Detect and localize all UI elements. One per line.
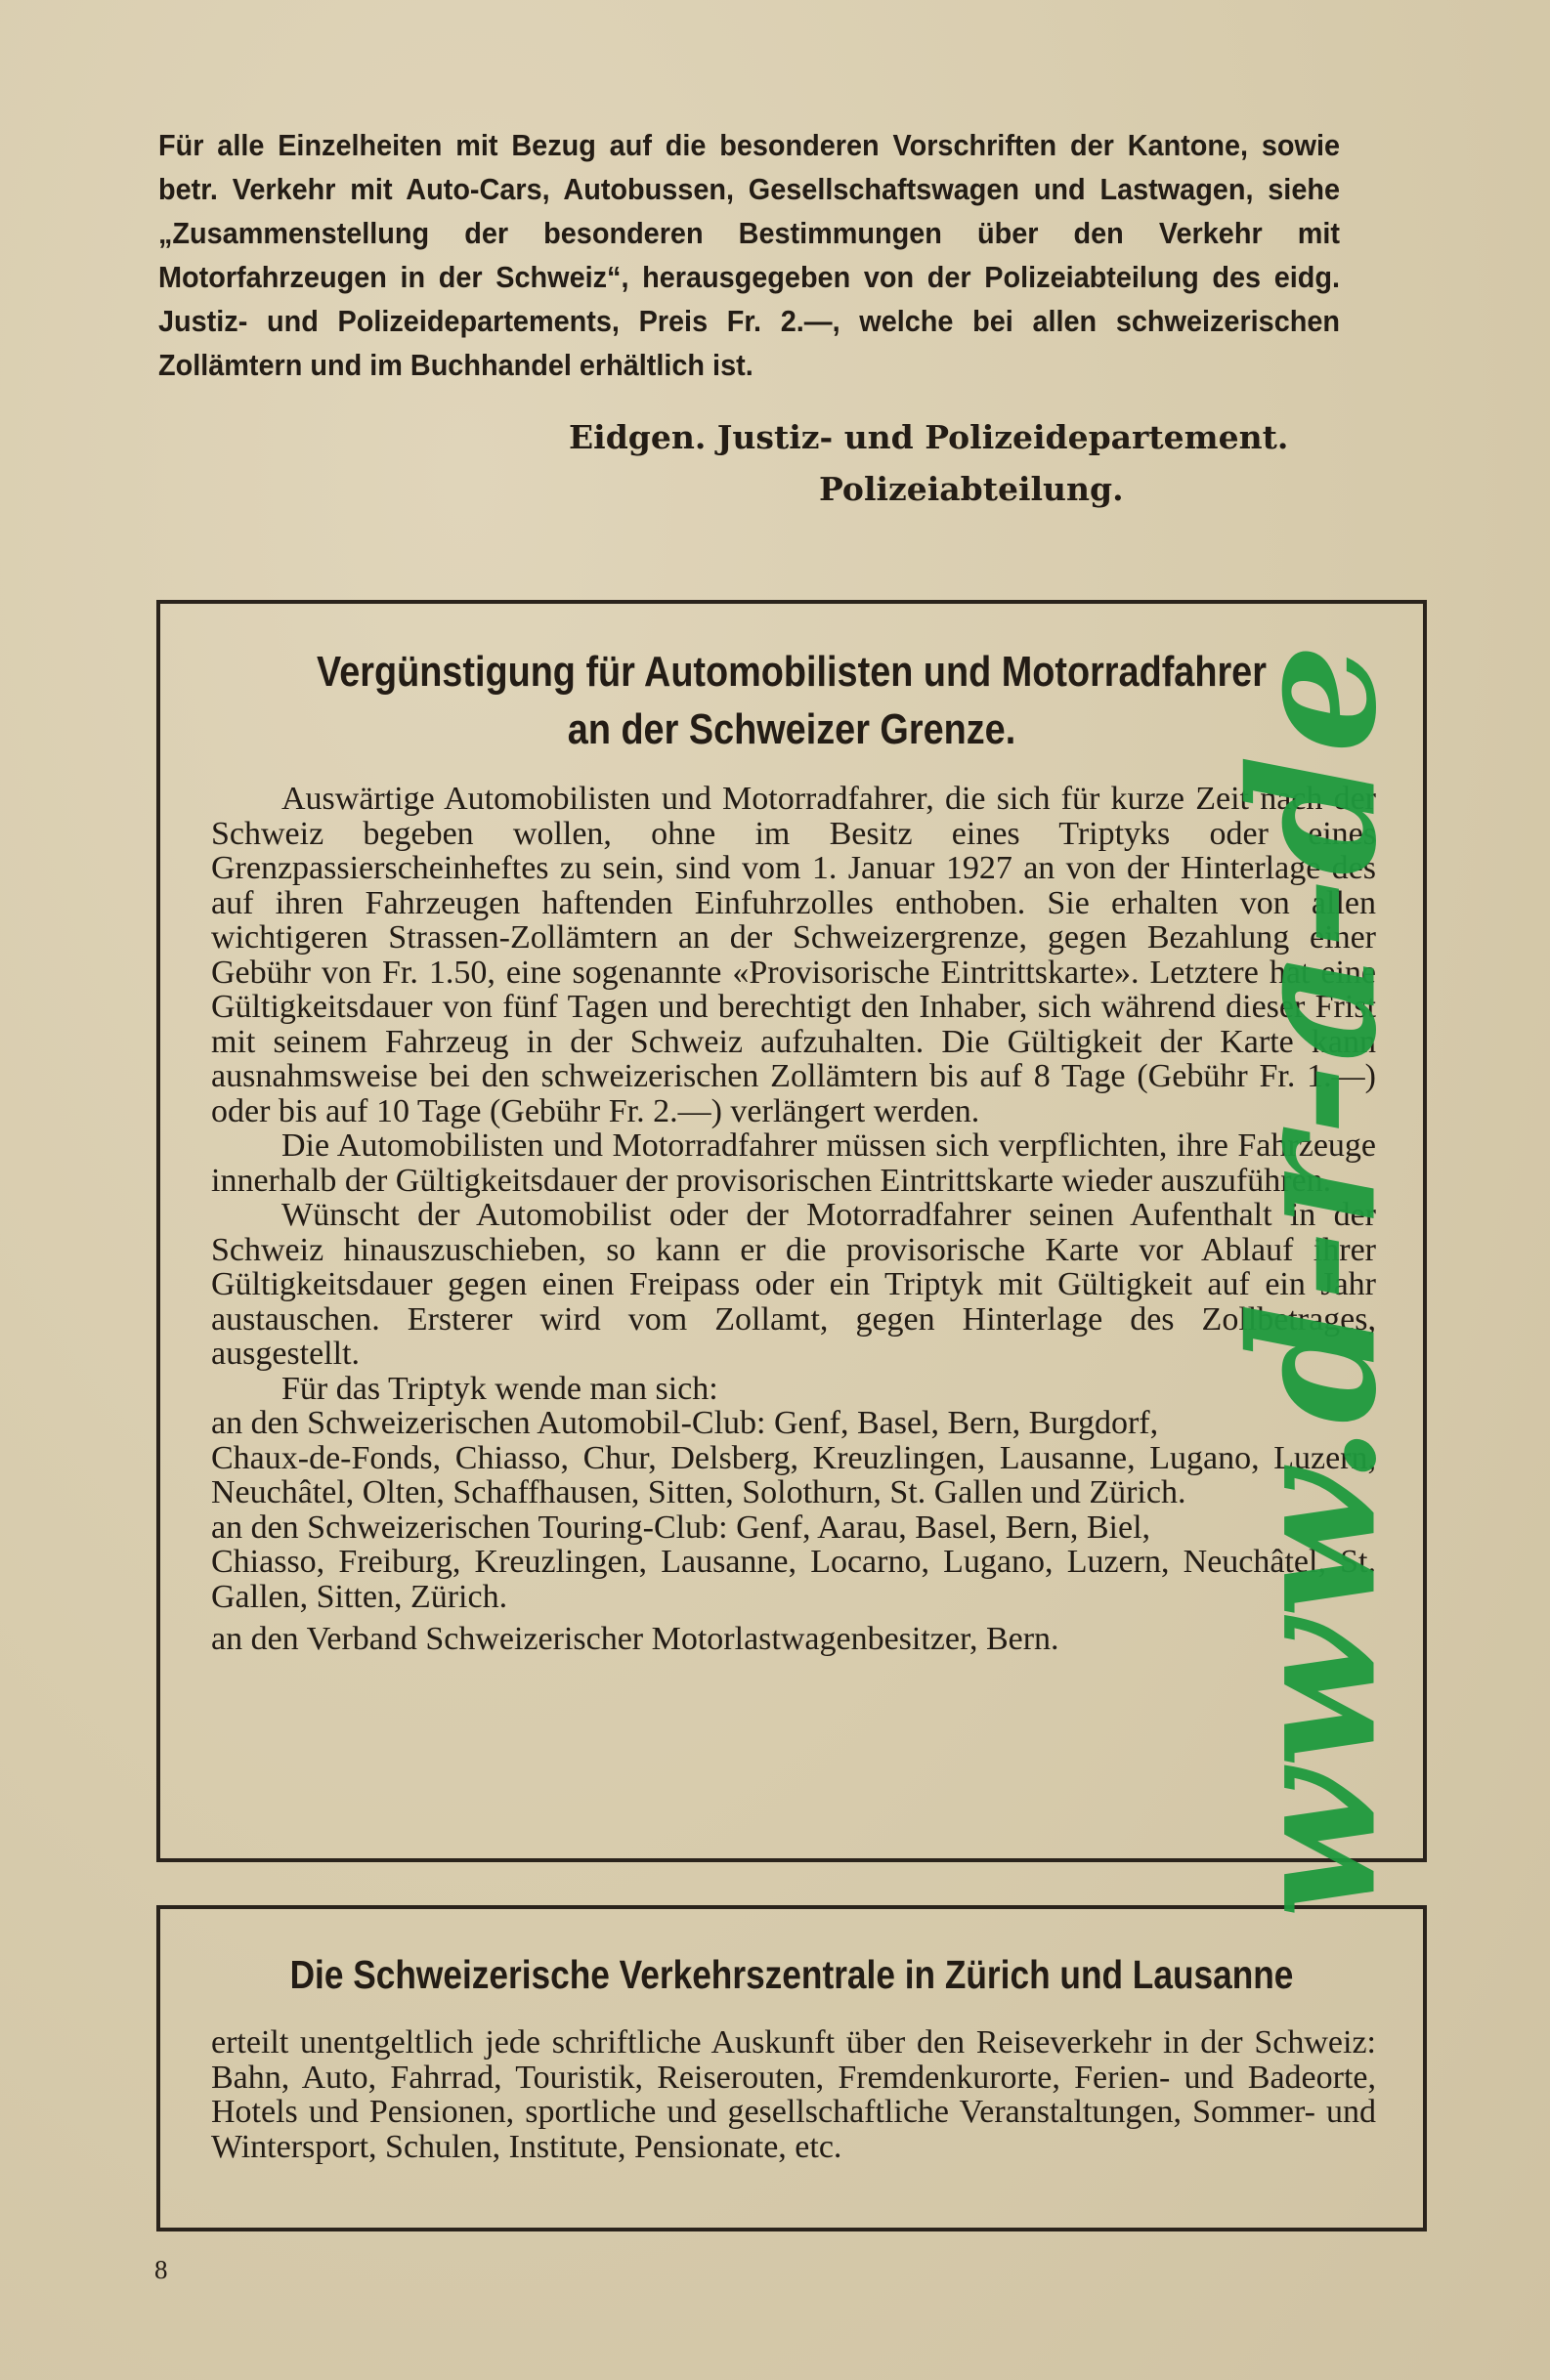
- title-line-1: Vergünstigung für Automobilisten und Motorradfahrer: [317, 648, 1267, 696]
- watermark: [1212, 508, 1415, 2052]
- paragraph-1: Auswärtige Automobilisten und Motorradfahrer, die sich für kurze Zeit nach der Schweiz begeben wollen, ohne im Besitz eines Triptyks oder eines Grenzpassierscheinheftes zu sein, sind vom 1. Januar 1927 an von der Hinterlage des auf ihren Fahrzeugen haftenden Einfuhrzolles enthoben. Sie erhalten von allen wichtigeren Strassen-Zollämtern an der Schweizergrenze, gegen Bezahlung einer Gebühr von Fr. 1.50, eine sogenannte «Provisorische Eintrittskarte». Letztere hat eine Gültigkeitsdauer von fünf Tagen und berechtigt den Inhaber, sich während dieser Frist mit seinem Fahrzeug in der Schweiz aufzuhalten. Die Gültigkeit der Karte kann ausnahmsweise bei den schweizerischen Zollämtern bis auf 8 Tage (Gebühr Fr. 1.—) oder bis auf 10 Tage (Gebühr Fr. 2.—) verlängert werden.: [211, 781, 1376, 1129]
- signature-division: Polizeiabteilung.: [819, 470, 1124, 508]
- list-item-automobil-club-cities: Chaux-de-Fonds, Chiasso, Chur, Delsberg, Kreuzlingen, Lausanne, Lugano, Luzern, Neuchâtel, Olten, Schaffhausen, Sitten, Solothurn, St. Gallen und Zürich.: [211, 1439, 1376, 1510]
- signature-department: Eidgen. Justiz- und Polizeidepartement.: [569, 418, 1289, 456]
- tourism-office-title: Die Schweizerische Verkehrszentrale in Zürich und Lausanne: [289, 1952, 1294, 1997]
- tourism-office-body: [211, 2025, 1376, 2164]
- paragraph-3: Wünscht der Automobilist oder der Motorradfahrer seinen Aufenthalt in der Schweiz hinauszuschieben, so kann er die provisorische Karte vor Ablauf ihrer Gültigkeitsdauer gegen einen Freipass oder ein Triptyk mit Gültigkeit auf ein Jahr austauschen. Ersterer wird vom Zollamt, gegen Hinterlage des Zollbetrages, ausgestellt.: [211, 1197, 1376, 1372]
- watermark-text: www.d-r-a-de: [1212, 641, 1415, 1919]
- list-item-automobil-club: an den Schweizerischen Automobil-Club: Genf, Basel, Bern, Burgdorf,: [211, 1405, 1159, 1441]
- title-line-2: an der Schweizer Grenze.: [567, 705, 1016, 753]
- list-item-touring-club: an den Schweizerischen Touring-Club: Genf, Aarau, Basel, Bern, Biel,: [211, 1509, 1151, 1546]
- triptyk-list: [211, 1406, 1376, 1657]
- intro-paragraph: [158, 123, 1340, 387]
- list-item-motorlastwagen: an den Verband Schweizerischer Motorlastwagenbesitzer, Bern.: [211, 1621, 1059, 1657]
- notice-box-body: [211, 782, 1376, 1657]
- tourism-office-text: erteilt unentgeltlich jede schriftliche Auskunft über den Reiseverkehr in der Schweiz: Bahn, Auto, Fahrrad, Touristik, Reiserouten, Fremdenkurorte, Ferien- und Badeorte, Hotels und Pensionen, sportliche und gesellschaftliche Veranstaltungen, Sommer- und Wintersport, Schulen, Institute, Pensionate, etc.: [211, 2024, 1376, 2165]
- list-item-touring-club-cities: Chiasso, Freiburg, Kreuzlingen, Lausanne, Locarno, Lugano, Luzern, Neuchâtel, St. Gallen, Sitten, Zürich.: [211, 1544, 1376, 1615]
- paragraph-4: Für das Triptyk wende man sich:: [281, 1370, 718, 1407]
- paragraph-2: Die Automobilisten und Motorradfahrer müssen sich verpflichten, ihre Fahrzeuge innerhalb der Gültigkeitsdauer der provisorischen Eintrittskarte wieder auszuführen.: [211, 1127, 1376, 1199]
- page-number: 8: [154, 2255, 168, 2284]
- notice-box-title: [248, 643, 1334, 758]
- intro-text: Für alle Einzelheiten mit Bezug auf die besonderen Vorschriften der Kantone, sowie betr. Verkehr mit Auto-Cars, Autobussen, Gesellschaftswagen und Lastwagen, siehe „Zusammenstellung der besonderen Bestimmungen über den Verkehr mit Motorfahrzeugen in der Schweiz“, herausgegeben von der Polizeiabteilung des eidg. Justiz- und Polizeidepartements, Preis Fr. 2.—, welche bei allen schweizerischen Zollämtern und im Buchhandel erhältlich ist.: [158, 128, 1340, 382]
